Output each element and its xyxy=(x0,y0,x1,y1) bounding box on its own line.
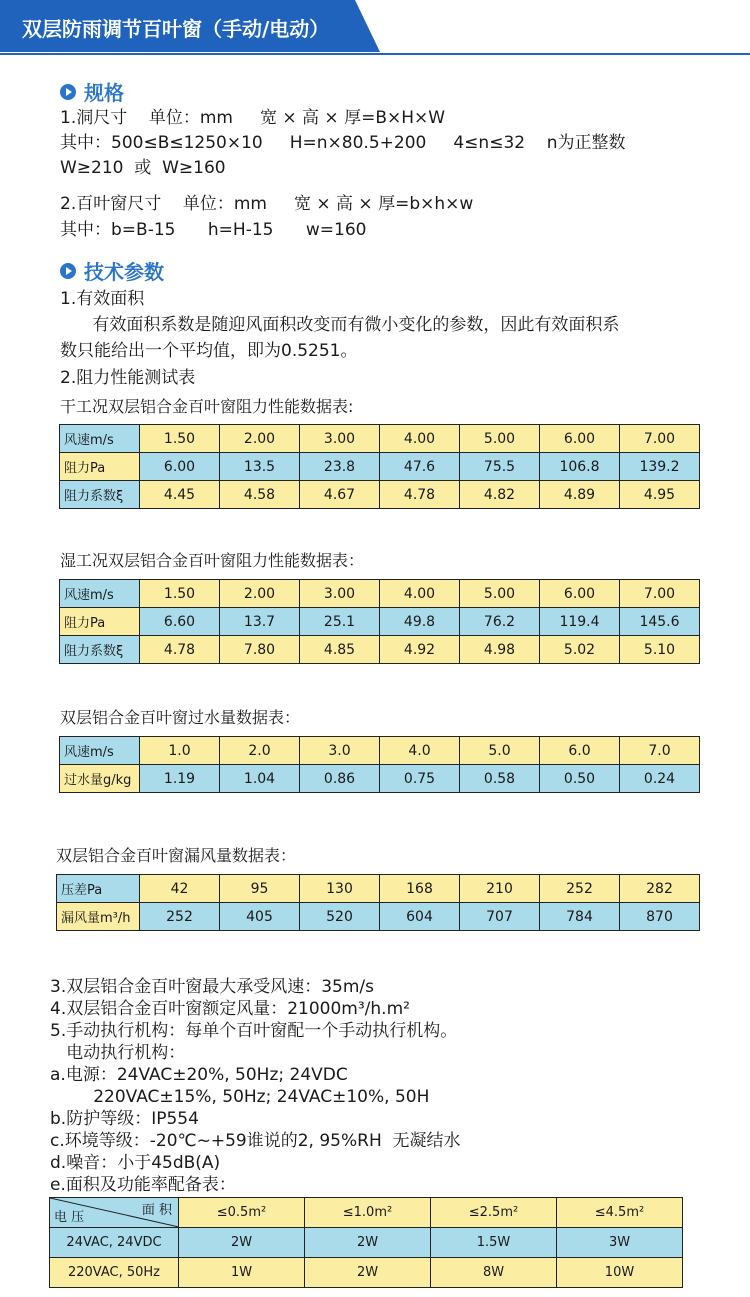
water-table xyxy=(59,736,700,793)
table-cell: 6.00 xyxy=(540,580,620,608)
wet-resistance-table xyxy=(59,579,700,664)
table-cell: 49.8 xyxy=(380,608,460,636)
table-cell: 3.0 xyxy=(300,737,380,765)
table-cell: 252 xyxy=(540,875,620,903)
table-cell: 2.00 xyxy=(220,580,300,608)
table-cell: 870 xyxy=(620,903,700,931)
table-cell: 4.58 xyxy=(220,481,300,509)
table-cell: 106.8 xyxy=(540,453,620,481)
bottom-line-1: 3.双层铝合金百叶窗最大承受风速：35m/s xyxy=(50,977,374,997)
table-cell: 3.00 xyxy=(300,425,380,453)
table-cell: 6.0 xyxy=(540,737,620,765)
bottom-line-4: 电动执行机构： xyxy=(50,1043,186,1063)
table-cell: 4.82 xyxy=(460,481,540,509)
table-cell: 707 xyxy=(460,903,540,931)
section-spec-label: 规格 xyxy=(84,81,124,105)
table-cell: 6.00 xyxy=(540,425,620,453)
table-cell: 7.00 xyxy=(620,580,700,608)
section-tech xyxy=(60,256,164,285)
table-cell: 25.1 xyxy=(300,608,380,636)
table-cell: 4.67 xyxy=(300,481,380,509)
spec-line-2: 其中：500≤B≤1250×10 H=n×80.5+200 4≤n≤32 n为正整数 xyxy=(60,133,626,153)
table-cell: 520 xyxy=(300,903,380,931)
tech-line-4: 2.阻力性能测试表 xyxy=(60,368,196,388)
table-cell: 1.0 xyxy=(140,737,220,765)
table-cell: 4.00 xyxy=(380,580,460,608)
table-cell: 0.24 xyxy=(620,765,700,793)
table-cell: 0.86 xyxy=(300,765,380,793)
table-row xyxy=(60,636,700,664)
bottom-line-9: d.噪音：小于45dB(A) xyxy=(50,1153,221,1173)
table-cell: 4.78 xyxy=(140,636,220,664)
table-cell: 47.6 xyxy=(380,453,460,481)
table-cell: 4.89 xyxy=(540,481,620,509)
table-cell: 145.6 xyxy=(620,608,700,636)
table-cell: 139.2 xyxy=(620,453,700,481)
spec-line-3: W≥210 或 W≥160 xyxy=(60,158,226,178)
section-tech-label: 技术参数 xyxy=(84,260,164,284)
row-label: 220VAC, 50Hz xyxy=(50,1258,179,1288)
bottom-line-10: e.面积及功能率配备表： xyxy=(50,1175,236,1195)
table-cell: 1.19 xyxy=(140,765,220,793)
table-row xyxy=(50,1198,683,1228)
table-cell: 4.95 xyxy=(620,481,700,509)
table-cell: 2W xyxy=(305,1258,431,1288)
table-cell: 8W xyxy=(431,1258,557,1288)
play-circle-icon xyxy=(60,263,76,279)
table-cell: 1.04 xyxy=(220,765,300,793)
bottom-line-5: a.电源：24VAC±20%, 50Hz; 24VDC xyxy=(50,1065,348,1085)
table-cell: 168 xyxy=(380,875,460,903)
page-title: 双层防雨调节百叶窗（手动/电动） xyxy=(22,17,330,41)
table-header-cell: ≤1.0m² xyxy=(305,1198,431,1228)
banner-underline xyxy=(0,53,750,55)
table-cell: 282 xyxy=(620,875,700,903)
table-cell: 4.92 xyxy=(380,636,460,664)
row-label: 压差Pa xyxy=(57,875,140,903)
table-row xyxy=(57,903,700,931)
table-cell: 2.00 xyxy=(220,425,300,453)
corner-voltage-label: 电 压 xyxy=(54,1210,85,1225)
row-label: 阻力系数ξ xyxy=(60,636,140,664)
table-cell: 13.7 xyxy=(220,608,300,636)
row-label: 漏风量m³/h xyxy=(57,903,140,931)
table-cell: 5.02 xyxy=(540,636,620,664)
bottom-line-8: c.环境等级：-20℃~+59谁说的2, 95%RH 无凝结水 xyxy=(50,1131,461,1151)
table-cell: 13.5 xyxy=(220,453,300,481)
table-cell: 2W xyxy=(305,1228,431,1258)
table-cell: 75.5 xyxy=(460,453,540,481)
table-cell: 95 xyxy=(220,875,300,903)
table-cell: 5.00 xyxy=(460,580,540,608)
table-cell: 0.58 xyxy=(460,765,540,793)
table-cell: 42 xyxy=(140,875,220,903)
table-row xyxy=(60,765,700,793)
table-cell: 10W xyxy=(557,1258,683,1288)
header-banner xyxy=(0,0,750,58)
bottom-line-6: 220VAC±15%, 50Hz; 24VAC±10%, 50H xyxy=(50,1087,430,1107)
function-table xyxy=(49,1197,683,1288)
table-cell: 784 xyxy=(540,903,620,931)
dry-table-caption: 干工况双层铝合金百叶窗阻力性能数据表: xyxy=(60,397,354,416)
table-row xyxy=(50,1258,683,1288)
play-circle-icon xyxy=(60,84,76,100)
table-cell: 7.80 xyxy=(220,636,300,664)
row-label: 过水量g/kg xyxy=(60,765,140,793)
bottom-line-3: 5.手动执行机构：每单个百叶窗配一个手动执行机构。 xyxy=(50,1021,458,1041)
table-row xyxy=(60,737,700,765)
tech-line-1: 1.有效面积 xyxy=(60,289,145,309)
table-cell: 252 xyxy=(140,903,220,931)
corner-header-cell xyxy=(50,1198,179,1228)
row-label: 阻力Pa xyxy=(60,608,140,636)
spec-line-1: 1.洞尺寸 单位：mm 宽 × 高 × 厚=B×H×W xyxy=(60,108,446,128)
table-cell: 405 xyxy=(220,903,300,931)
row-label: 风速m/s xyxy=(60,425,140,453)
table-cell: 604 xyxy=(380,903,460,931)
table-cell: 1.50 xyxy=(140,580,220,608)
table-cell: 7.0 xyxy=(620,737,700,765)
table-cell: 4.45 xyxy=(140,481,220,509)
leak-table xyxy=(56,874,700,931)
row-label: 24VAC, 24VDC xyxy=(50,1228,179,1258)
table-cell: 4.78 xyxy=(380,481,460,509)
table-cell: 2.0 xyxy=(220,737,300,765)
table-cell: 5.0 xyxy=(460,737,540,765)
table-cell: 4.98 xyxy=(460,636,540,664)
table-row xyxy=(57,875,700,903)
leak-table-caption: 双层铝合金百叶窗漏风量数据表： xyxy=(56,846,297,865)
table-cell: 4.85 xyxy=(300,636,380,664)
row-label: 风速m/s xyxy=(60,737,140,765)
table-cell: 5.10 xyxy=(620,636,700,664)
table-cell: 1.50 xyxy=(140,425,220,453)
table-cell: 4.0 xyxy=(380,737,460,765)
table-cell: 0.50 xyxy=(540,765,620,793)
table-cell: 3.00 xyxy=(300,580,380,608)
table-row xyxy=(60,608,700,636)
dry-resistance-table xyxy=(59,424,700,509)
corner-area-label: 面 积 xyxy=(141,1203,172,1218)
table-cell: 5.00 xyxy=(460,425,540,453)
table-row xyxy=(60,453,700,481)
table-cell: 130 xyxy=(300,875,380,903)
table-cell: 210 xyxy=(460,875,540,903)
water-table-caption: 双层铝合金百叶窗过水量数据表： xyxy=(60,708,301,727)
section-spec xyxy=(60,77,124,106)
wet-table-caption: 湿工况双层铝合金百叶窗阻力性能数据表： xyxy=(60,551,365,570)
table-cell: 1W xyxy=(179,1258,305,1288)
table-row xyxy=(60,481,700,509)
table-cell: 6.60 xyxy=(140,608,220,636)
spec-line-5: 其中：b=B-15 h=H-15 w=160 xyxy=(60,220,367,240)
tech-line-3: 数只能给出一个平均值，即为0.5251。 xyxy=(60,341,358,361)
table-row xyxy=(60,425,700,453)
table-cell: 23.8 xyxy=(300,453,380,481)
spec-line-4: 2.百叶窗尺寸 单位：mm 宽 × 高 × 厚=b×h×w xyxy=(60,194,474,214)
bottom-line-7: b.防护等级：IP554 xyxy=(50,1109,199,1129)
table-header-cell: ≤4.5m² xyxy=(557,1198,683,1228)
table-cell: 3W xyxy=(557,1228,683,1258)
table-cell: 1.5W xyxy=(431,1228,557,1258)
bottom-line-2: 4.双层铝合金百叶窗额定风量：21000m³/h.m² xyxy=(50,999,410,1019)
table-cell: 4.00 xyxy=(380,425,460,453)
table-cell: 76.2 xyxy=(460,608,540,636)
table-header-cell: ≤0.5m² xyxy=(179,1198,305,1228)
tech-line-2: 有效面积系数是随迎风面积改变而有微小变化的参数，因此有效面积系 xyxy=(60,315,620,335)
table-cell: 7.00 xyxy=(620,425,700,453)
row-label: 阻力系数ξ xyxy=(60,481,140,509)
table-cell: 0.75 xyxy=(380,765,460,793)
table-row xyxy=(50,1228,683,1258)
table-cell: 2W xyxy=(179,1228,305,1258)
table-header-cell: ≤2.5m² xyxy=(431,1198,557,1228)
table-cell: 119.4 xyxy=(540,608,620,636)
row-label: 阻力Pa xyxy=(60,453,140,481)
row-label: 风速m/s xyxy=(60,580,140,608)
table-row xyxy=(60,580,700,608)
table-cell: 6.00 xyxy=(140,453,220,481)
